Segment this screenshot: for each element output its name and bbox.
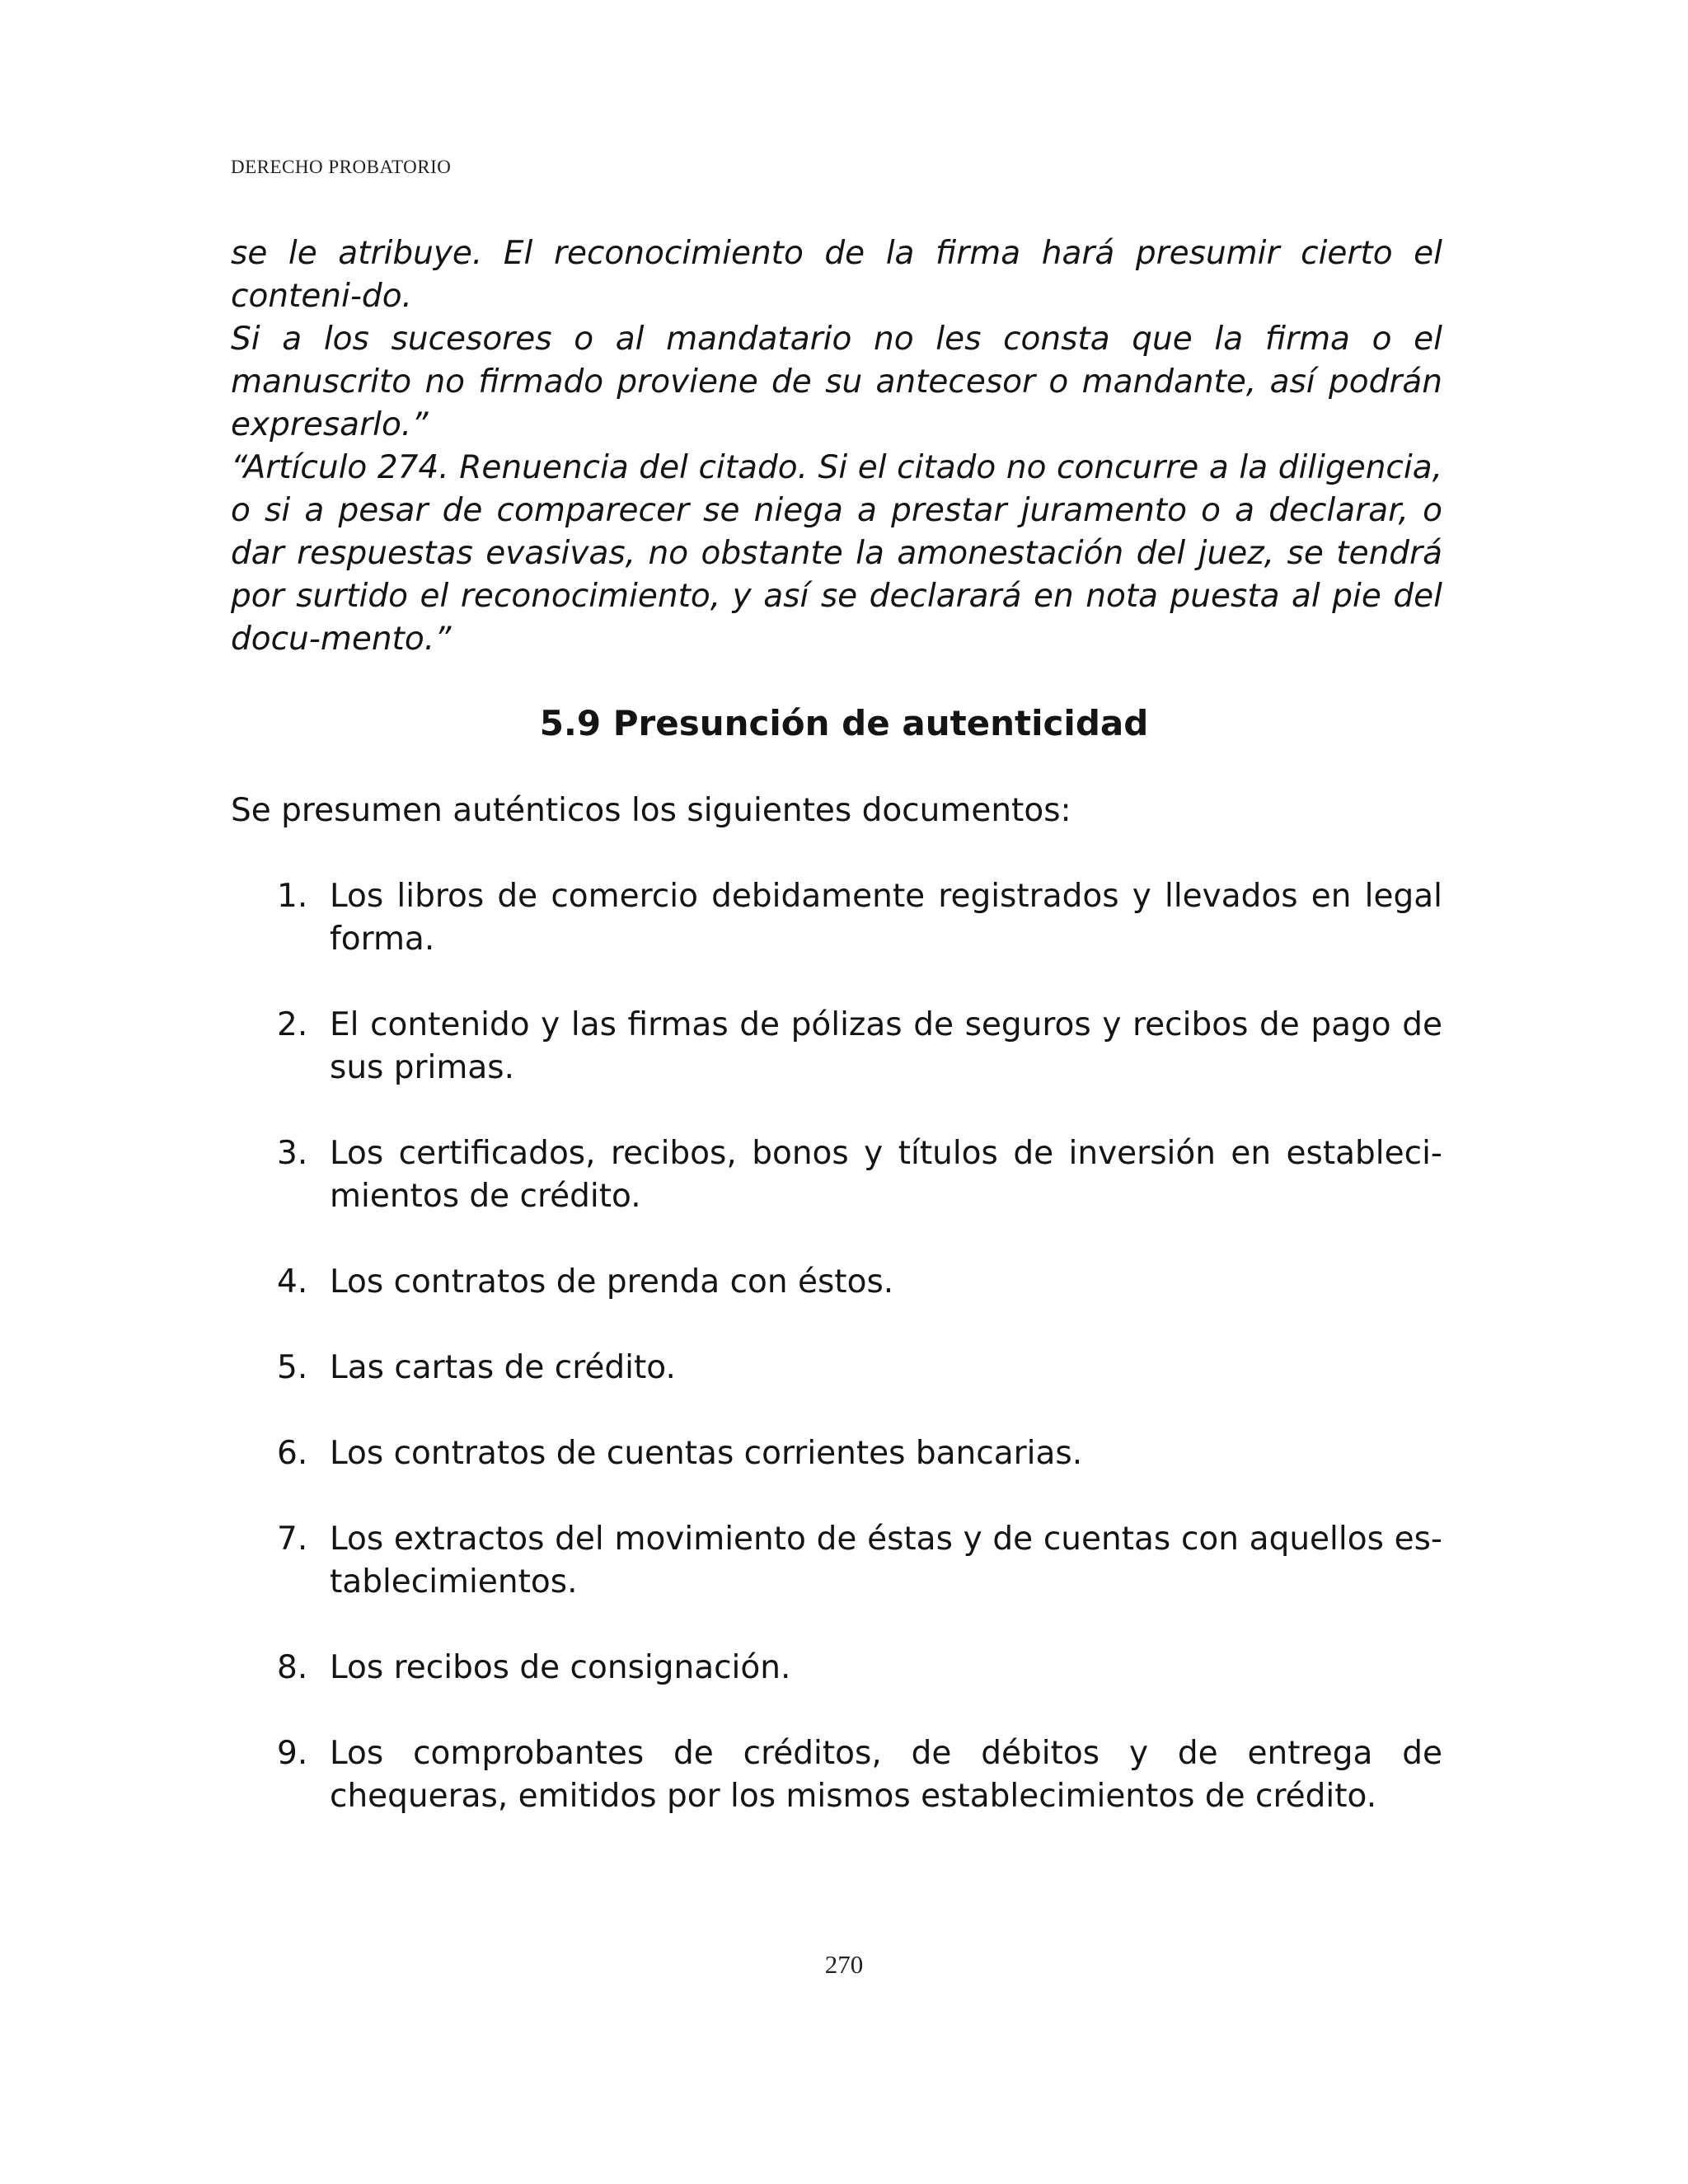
- list-item-number: 3.: [277, 1135, 308, 1172]
- list-item: [231, 1732, 1442, 1818]
- quote-continuation: [231, 232, 1442, 447]
- quote-paragraph: Si a los sucesores o al mandatario no les consta que la firma o el manuscrito no firmado proviene de su antecesor o mandante, así podrán expresarlo.”: [231, 321, 1442, 443]
- list-item-text: Los recibos de consignación.: [330, 1649, 791, 1686]
- list-item-number: 7.: [277, 1521, 308, 1558]
- list-item: [231, 1647, 1442, 1690]
- list-item: [231, 1347, 1442, 1390]
- list-item-number: 4.: [277, 1263, 308, 1301]
- list-item: [231, 1132, 1442, 1218]
- list-item-text: Los contratos de cuentas corrientes bancarias.: [330, 1435, 1083, 1472]
- list-item-number: 2.: [277, 1006, 308, 1043]
- list-item-text: Los comprobantes de créditos, de débitos y de entrega de chequeras, emitidos por los mismos establecimientos de crédito.: [330, 1735, 1442, 1815]
- list-item: [231, 1261, 1442, 1304]
- quote-paragraph: “Artículo 274. Renuencia del citado. Si el citado no concurre a la diligencia, o si a pesar de comparecer se niega a prestar juramento o a declarar, o dar respuestas evasivas, no obstante la amonestación del juez, se tendrá por surtido el reconocimiento, y así se declarará en nota puesta al pie del docu-mento.”: [231, 449, 1442, 658]
- list-item-text: Las cartas de crédito.: [330, 1349, 676, 1386]
- list-item-text: Los extractos del movimiento de éstas y de cuentas con aquellos es-tablecimientos.: [330, 1521, 1442, 1601]
- list-item: [231, 875, 1442, 961]
- list-item: [231, 1432, 1442, 1475]
- list-item-text: Los contratos de prenda con éstos.: [330, 1263, 894, 1301]
- list-item-text: El contenido y las firmas de pólizas de seguros y recibos de pago de sus primas.: [330, 1006, 1442, 1086]
- authentic-documents-list: [231, 875, 1442, 1861]
- list-item-number: 9.: [277, 1735, 308, 1772]
- list-item-number: 8.: [277, 1649, 308, 1686]
- section-heading: 5.9 Presunción de autenticidad: [539, 703, 1149, 743]
- list-item-number: 6.: [277, 1435, 308, 1472]
- running-header: DERECHO PROBATORIO: [231, 157, 452, 177]
- page-number: 270: [824, 1950, 864, 1979]
- article-274-quote: [231, 447, 1442, 661]
- list-item-number: 5.: [277, 1349, 308, 1386]
- quote-paragraph: se le atribuye. El reconocimiento de la firma hará presumir cierto el conteni-do.: [231, 235, 1442, 315]
- list-item: [231, 1518, 1442, 1604]
- list-item-text: Los certificados, recibos, bonos y títulos de inversión en estableci-mientos de crédito.: [330, 1135, 1442, 1215]
- list-item-text: Los libros de comercio debidamente registrados y llevados en legal forma.: [330, 878, 1442, 958]
- section-intro: Se presumen auténticos los siguientes documentos:: [231, 792, 1071, 829]
- list-item: [231, 1004, 1442, 1090]
- list-item-number: 1.: [277, 878, 308, 915]
